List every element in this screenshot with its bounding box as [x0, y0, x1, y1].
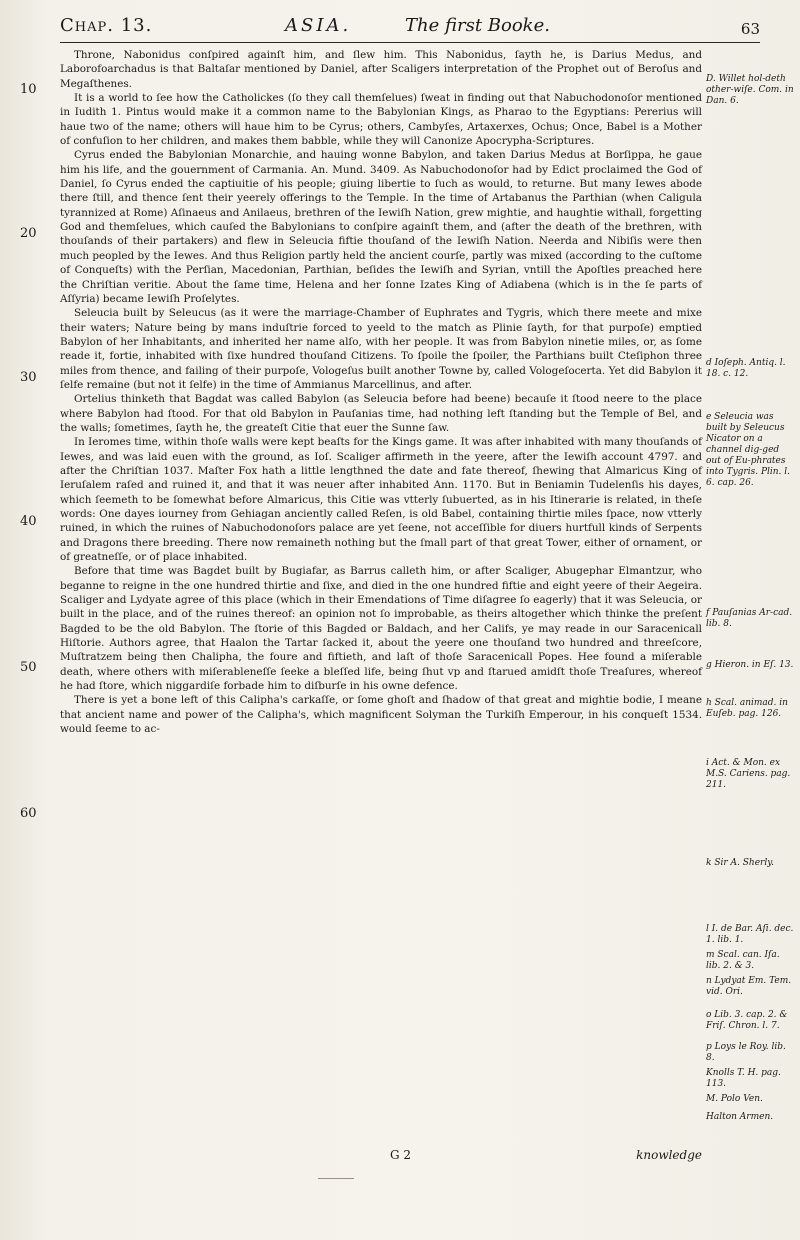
- signature-mark: G 2: [390, 1148, 412, 1162]
- running-header: [60, 10, 760, 43]
- ink-mark: [318, 1178, 354, 1179]
- margin-note: k Sir A. Sherly.: [706, 858, 774, 868]
- paragraph: Seleucia built by Seleucus (as it were the marriage-Chamber of Euphrates and Tygris, which there meete and mixe their waters; Nature being by mans induſtrie forced to yeeld to the match as Plinie ſayth, for that purpoſe) emptied Babylon of her Inhabitants, and inherited her name alſo, with her people. It was from Babylon ninetie miles, or, as ſome reade it, fortie, inhabited with ſixe hundred thouſand Citizens. To ſpoile the ſpoiler, the Parthians built Cteſiphon three miles from thence, and failing of their purpoſe, Vologeſus built another Towne by, called Vologeſocerta. Yet did Babylon it ſelfe remaine (but not it ſelfe) in the time of Ammianus Marcellinus, and after.: [60, 307, 702, 391]
- main-text: [60, 48, 702, 737]
- paragraph: There is yet a bone left of this Calipha's carkaſſe, or ſome ghoſt and ſhadow of that great and mightie bodie, I meane that ancient name and power of the Calipha's, which magnificent Solyman the Turkiſh Emperour, in his conqueſt 1534. would ſeeme to ac-: [60, 694, 702, 736]
- margin-note: h Scal. animad. in Euſeb. pag. 126.: [706, 698, 788, 719]
- line-number-40: 40: [20, 514, 37, 529]
- page-footer: [60, 1148, 702, 1168]
- margin-note: Knolls T. H. pag. 113.: [706, 1068, 781, 1089]
- line-number-50: 50: [20, 660, 37, 675]
- line-numbers: [20, 0, 54, 1240]
- margin-note: d Ioſeph. Antiq. l. 18. c. 12.: [706, 358, 786, 379]
- paragraph: It is a world to ſee how the Catholickes (ſo they call themſelues) ſweat in finding out that Nabuchodonoſor mentioned in Iudith 1. Pintus would make it a common name to the Babylonian Kings, as Pharao to the Egyptians: Pererius will haue two of the name; others will haue him to be Cyrus; others, Cambyſes, Artaxerxes, Ochus; Once, Babel is a Mother of confuſion to her children, and makes them babble, while they will Canonize Apocrypha-Scriptures.: [60, 92, 702, 148]
- margin-note: M. Polo Ven.: [706, 1094, 763, 1104]
- margin-note: l I. de Bar. Aſi. dec. 1. lib. 1.: [706, 924, 794, 945]
- margin-notes: [706, 48, 796, 1228]
- line-number-30: 30: [20, 370, 37, 385]
- margin-note: e Seleucia was built by Seleucus Nicator on a channel dig-ged out of Eu-phrates into Tygris. Plin. l. 6. cap. 26.: [706, 412, 791, 488]
- line-number-10: 10: [20, 82, 37, 97]
- margin-note: g Hieron. in Eſ. 13.: [706, 660, 794, 670]
- margin-note: m Scal. can. Iſa. lib. 2. & 3.: [706, 950, 780, 971]
- line-number-20: 20: [20, 226, 37, 241]
- margin-note: f Pauſanias Ar-cad. lib. 8.: [706, 608, 793, 629]
- paragraph: Before that time was Bagdet built by Bugiafar, as Barrus calleth him, or after Scaliger, Abugephar Elmantzur, who beganne to reigne in the one hundred thirtie and ſixe, and died in the one hundred fiftie and eight yeere of their Aegeira. Scaliger and Lydyate agree of this place (which in their Emendations of Time diſagree ſo eagerly) that it was Seleucia, or built in the place, and of the ruines thereof: an opinion not ſo improbable, as theirs altogether which thinke the preſent Bagded to be the old Babylon. The ſtorie of this Bagded or Baldach, and her Califs, ye may reade in our Saracenicall Hiſtorie. Authors agree, that Haalon the Tartar ſacked it, about the yeere one thouſand two hundred and threeſcore, Muſtratzem being then Chalipha, the foure and fiftieth, and laſt of thoſe Saracenicall Popes. Hee found a miſerable death, where others with miſerableneſſe ſeeke a bleſſed life, being ſhut vp and ſtarued amidſt thoſe Treaſures, whereof he had ſtore, which niggardiſe forbade him to diſburſe in his owne defence.: [60, 565, 702, 693]
- paragraph: Cyrus ended the Babylonian Monarchie, and hauing wonne Babylon, and taken Darius Medus at Borſippa, he gaue him his life, and the gouernment of Carmania. An. Mund. 3409. As Nabuchodonoſor had by Edict proclaimed the God of Daniel, ſo Cyrus ended the captiuitie of his people; giuing libertie to ſuch as would, to returne. But many Iewes abode there ſtill, and thence ſent their yeerely offerings to the Temple. In the time of Artabanus the Parthian (when Caligula tyrannized at Rome) Aſinaeus and Anilaeus, brethren of the Iewiſh Nation, grew mightie, and haughtie withall, forgetting God and themſelues, which cauſed the Babylonians to conſpire againſt them, and (after the death of the brethren, with thouſands of their partakers) and flew in Seleucia fiftie thouſand of the Iewiſh Nation. Neerda and Nibiſis were then much peopled by the Iewes. And thus Religion partly held the ancient courſe, partly was mixed (according to the cuſtome of Conqueſts) with the Perſian, Macedonian, Parthian, beſides the Iewiſh and Syrian, vntill the Apoſtles preached here the Chriſtian veritie. About the ſame time, Helena and her ſonne Izates King of Adiabena (which is in the ſe parts of Aſſyria) became Iewiſh Proſelytes.: [60, 149, 702, 305]
- book-title: The first Booke.: [405, 15, 550, 36]
- margin-note: i Act. & Mon. ex M.S. Cariens. pag. 211.: [706, 758, 791, 790]
- margin-note: Halton Armen.: [706, 1112, 774, 1122]
- paragraph: Throne, Nabonidus conſpired againſt him, and ſlew him. This Nabonidus, ſayth he, is Darius Medus, and Laborofoarchadus is that Baltaſar mentioned by Daniel, after Scaligers interpretation of the Prophet out of Beroſus and Megaſthenes.: [60, 49, 702, 90]
- catchword: knowledge: [636, 1148, 702, 1162]
- paragraph: In Ieromes time, within thoſe walls were kept beaſts for the Kings game. It was after inhabited with many thouſands of Iewes, and was laid euen with the ground, as Ioſ. Scaliger affirmeth in the yeere, after the Iewiſh account 4797. and after the Chriſtian 1037. Maſter Fox hath a little lengthned the date and fate thereof, ſhewing that Almaricus King of Ieruſalem raſed and ruined it, and that it was neuer after inhabited Ann. 1170. But in Beniamin Tudelenſis his dayes, which ſeemeth to be ſomewhat before Almaricus, this Citie was vtterly ſubuerted, as in his Itinerarie is related, in theſe words: One dayes iourney from Gehiagan anciently called Reſen, is old Babel, containing thirtie miles ſpace, now vtterly ruined, in which the ruines of Nabuchodonoſors palace are yet ſeene, not acceſſible for diuers hurtfull kinds of Serpents and Dragons there breeding. There now remaineth nothing but the ſmall part of that great Tower, either of ornament, or of greatneſſe, or of place inhabited.: [60, 436, 702, 564]
- margin-note: p Loys le Roy. lib. 8.: [706, 1042, 786, 1063]
- margin-note: D. Willet hol-deth other-wiſe. Com. in Dan. 6.: [706, 74, 794, 106]
- chapter-label: Chap. 13.: [60, 15, 153, 36]
- page-number: 63: [740, 20, 760, 38]
- margin-note: o Lib. 3. cap. 2. & Friſ. Chron. l. 7.: [706, 1010, 788, 1031]
- paragraph: Ortelius thinketh that Bagdat was called Babylon (as Seleucia before had beene) becauſe it ſtood neere to the place where Babylon had ſtood. For that old Babylon in Pauſanias time, had nothing left ſtanding but the Temple of Bel, and the walls; ſometimes, ſayth he, the greateſt Citie that euer the Sunne ſaw.: [60, 393, 702, 434]
- margin-note: n Lydyat Em. Tem. vid. Ori.: [706, 976, 792, 997]
- section-title: ASIA.: [285, 15, 352, 36]
- line-number-60: 60: [20, 806, 37, 821]
